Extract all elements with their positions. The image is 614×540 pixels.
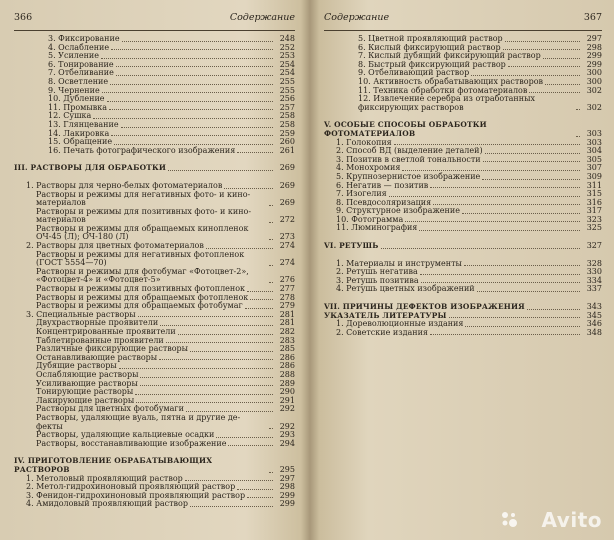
toc-leader-dots [250, 299, 273, 300]
toc-entry [324, 95, 602, 112]
toc-leader-dots [216, 437, 273, 438]
toc-page-number: 337 [586, 284, 602, 294]
toc-page-number: 302 [586, 85, 602, 95]
toc-page-number: 300 [586, 76, 602, 86]
toc-leader-dots [116, 66, 273, 67]
toc-page-number: 290 [279, 387, 295, 397]
toc-leader-dots [381, 248, 581, 249]
toc-leader-dots [140, 377, 273, 378]
toc-entry-title: 11. Промывка [48, 102, 108, 112]
toc-leader-dots [402, 170, 580, 171]
toc-leader-dots [136, 402, 273, 403]
toc-entry-title: Растворы и режимы для фотобумаг «Фотоцвет-2», «Фотоцвет-4» и «Фотоцвет-5» [36, 266, 249, 285]
toc-leader-dots [140, 385, 273, 386]
toc-entry-title: 6. Тонирование [48, 59, 114, 69]
toc-page-number: 303 [586, 128, 602, 138]
toc-page-number: 282 [279, 327, 295, 336]
toc-entry-title: 3. Фенидон-гидрохиноновый проявляющий раствор [26, 490, 246, 500]
toc-page-number: 276 [279, 275, 295, 285]
toc-leader-dots [269, 205, 273, 206]
toc-leader-dots [269, 222, 273, 223]
toc-entry-title: 6. Негатив — позитив [336, 180, 429, 190]
toc-entry-title: 16. Печать фотографического изображения [48, 145, 236, 155]
toc-leader-dots [237, 489, 273, 490]
toc-entry-title: Растворы и режимы для позитивных фото- и кино-материалов [36, 206, 252, 225]
toc-leader-dots [483, 161, 580, 162]
toc-leader-dots [471, 75, 580, 76]
toc-section-heading [324, 121, 602, 138]
toc-leader-dots [110, 84, 273, 85]
toc-entry-title: 2. Метол-гидрохиноновый проявляющий раствор [26, 482, 236, 492]
toc-page-number: 299 [279, 499, 295, 509]
toc-entry-title: 4. Монохромия [336, 163, 401, 173]
toc-entry-title: Растворы и режимы для негативных фото- и кино-материалов [36, 189, 251, 208]
toc-entry-title: Растворы для цветных фотобумаги [36, 404, 184, 414]
toc-entry-title: Растворы и режимы для обращаемых кинопленок ОЧ-45 (Л); ОЧ-180 (Л) [36, 223, 249, 242]
right-header [324, 10, 602, 31]
toc-page-number: 309 [586, 171, 602, 181]
toc-entry-title: III. РАСТВОРЫ ДЛЯ ОБРАБОТКИ [14, 163, 167, 173]
toc-page-number: 298 [279, 482, 295, 492]
toc-page-number: 274 [279, 241, 295, 251]
toc-page-number: 252 [279, 42, 295, 52]
toc-entry-title: 15. Обращение [48, 137, 113, 147]
toc-page-number: 330 [586, 267, 602, 277]
toc-leader-dots [206, 248, 273, 249]
toc-leader-dots [160, 325, 273, 326]
toc-entry [14, 208, 295, 225]
toc-entry-title: Растворы, удаляющие вуаль, пятна и другие де-фекты [36, 412, 241, 431]
toc-entry-title: 1. Дореволюционные издания [336, 319, 464, 329]
toc-leader-dots [138, 316, 273, 317]
toc-entry-title: Тонирующие растворы [36, 387, 134, 397]
toc-entry-title: 8. Псевдосоляризация [336, 197, 432, 207]
toc-page-number: 269 [279, 163, 295, 173]
toc-leader-dots [159, 359, 273, 360]
toc-entry-title: 9. Отбеливающий раствор [358, 68, 470, 78]
toc-leader-dots [449, 317, 580, 318]
toc-leader-dots [116, 75, 273, 76]
toc-entry [14, 251, 295, 268]
toc-entry-title: Ослабляющие растворы [36, 369, 139, 379]
toc-entry-title: Усиливающие растворы [36, 378, 138, 388]
toc-page-number: 261 [279, 145, 295, 155]
toc-page-number: 295 [279, 464, 295, 474]
toc-entry-title: 1. Материалы и инструменты [336, 258, 462, 268]
right-page [310, 0, 614, 540]
toc-entry-title: 13. Глянцевание [48, 119, 119, 129]
toc-entry-title: 10. Активность обрабатывающих растворов [358, 76, 544, 86]
toc-leader-dots [405, 221, 580, 222]
left-page-number: 366 [14, 12, 33, 23]
toc-leader-dots [111, 135, 273, 136]
toc-page-number: 334 [586, 275, 602, 285]
toc-leader-dots [430, 334, 580, 335]
toc-entry-title: Растворы и режимы для позитивных фотопленок [36, 284, 246, 294]
toc-leader-dots [545, 84, 580, 85]
toc-entry-title: 5. Усиление [48, 51, 99, 61]
toc-section-heading [14, 164, 295, 173]
left-page [0, 0, 304, 540]
toc-entry-title: Останавливающие растворы [36, 352, 158, 362]
toc-page-number: 328 [586, 258, 602, 268]
toc-entry-title: 3. Позитив в светлой тональности [336, 154, 481, 164]
toc-page-number: 294 [279, 438, 295, 448]
toc-page-number: 291 [279, 395, 295, 405]
toc-leader-dots [576, 109, 580, 110]
toc-leader-dots [505, 41, 580, 42]
toc-leader-dots [168, 170, 273, 171]
toc-page-number: 260 [279, 137, 295, 147]
toc-page-number: 289 [279, 378, 295, 388]
toc-entry-title: 3. Фиксирование [48, 34, 120, 43]
toc-page-number: 255 [279, 76, 295, 86]
toc-entry [14, 191, 295, 208]
toc-entry-title: IV. ПРИГОТОВЛЕНИЕ ОБРАБАТЫВАЮЩИХ РАСТВОРОВ [14, 456, 213, 474]
toc-entry-title: 2. Советские издания [336, 327, 428, 337]
toc-entry-title: 10. Фотограмма [336, 214, 404, 224]
toc-leader-dots [269, 282, 273, 283]
left-toc [14, 35, 295, 509]
toc-entry-title: Концентрированные проявители [36, 327, 176, 336]
toc-page-number: 281 [279, 318, 295, 328]
toc-entry-title: 7. Изогелия [336, 189, 387, 199]
toc-entry [324, 285, 602, 294]
toc-entry-title: 8. Осветление [48, 76, 109, 86]
toc-page-number: 285 [279, 344, 295, 354]
toc-entry-title: УКАЗАТЕЛЬ ЛИТЕРАТУРЫ [324, 310, 447, 320]
toc-leader-dots [477, 291, 580, 292]
toc-leader-dots [419, 230, 580, 231]
toc-entry-title: 2. Растворы для цветных фотоматериалов [26, 241, 204, 251]
toc-entry-title: 10. Дубление [48, 94, 105, 104]
left-header [14, 10, 295, 31]
toc-entry [14, 225, 295, 242]
toc-leader-dots [237, 152, 273, 153]
toc-page-number: 299 [279, 490, 295, 500]
toc-entry-title: Таблетированные проявители [36, 335, 164, 345]
toc-leader-dots [111, 49, 273, 50]
toc-leader-dots [465, 326, 580, 327]
toc-page-number: 346 [586, 319, 602, 329]
toc-leader-dots [394, 144, 580, 145]
toc-entry-title: Растворы и режимы для негативных фотопленок (ГОСТ 5554—70) [36, 249, 245, 268]
toc-entry-title: Растворы, восстанавливающие изображение [36, 438, 227, 448]
toc-entry-title: 14. Лакировка [48, 128, 110, 138]
toc-leader-dots [121, 127, 273, 128]
toc-entry-title: Лакирующие растворы [36, 395, 135, 405]
toc-entry [14, 440, 295, 449]
toc-leader-dots [247, 497, 273, 498]
toc-section-heading [14, 457, 295, 474]
toc-entry-title: 4. Ослабление [48, 42, 110, 52]
toc-entry-title: 11. Люминография [336, 223, 418, 233]
toc-entry-title: Дубящие растворы [36, 361, 117, 371]
toc-entry-title: Различные фиксирующие растворы [36, 344, 189, 354]
toc-page-number: 316 [586, 197, 602, 207]
toc-page-number: 273 [279, 232, 295, 242]
toc-page-number: 256 [279, 94, 295, 104]
toc-section-heading [324, 242, 602, 251]
toc-page-number: 298 [586, 42, 602, 52]
toc-leader-dots [190, 506, 273, 507]
toc-page-number: 317 [586, 206, 602, 216]
toc-page-number: 325 [586, 223, 602, 233]
toc-page-number: 279 [279, 301, 295, 311]
toc-page-number: 254 [279, 68, 295, 78]
toc-leader-dots [482, 179, 580, 180]
toc-leader-dots [420, 274, 580, 275]
toc-leader-dots [543, 58, 580, 59]
toc-leader-dots [464, 265, 580, 266]
toc-entry-title: 1. Метоловый проявляющий раствор [26, 473, 183, 483]
toc-page-number: 281 [279, 309, 295, 319]
toc-entry-title: 6. Кислый фиксирующий раствор [358, 42, 501, 52]
toc-leader-dots [114, 144, 273, 145]
toc-leader-dots [527, 309, 580, 310]
toc-entry [14, 500, 295, 509]
toc-entry-title: 3. Ретушь позитива [336, 275, 419, 285]
toc-entry-title: 9. Структурное изображение [336, 206, 460, 216]
avito-watermark: Avito [541, 508, 602, 532]
toc-entry-title: VI. РЕТУШЬ [324, 241, 379, 251]
toc-entry-title: Растворы и режимы для обращаемых фотопленок [36, 292, 249, 302]
toc-leader-dots [228, 445, 273, 446]
toc-page-number: 258 [279, 111, 295, 121]
toc-entry-title: VII. ПРИЧИНЫ ДЕФЕКТОВ ИЗОБРАЖЕНИЯ [324, 302, 525, 312]
toc-page-number: 277 [279, 284, 295, 294]
toc-page-number: 259 [279, 128, 295, 138]
toc-page-number: 286 [279, 352, 295, 362]
avito-logo-icon [500, 510, 518, 528]
toc-page-number: 254 [279, 59, 295, 69]
toc-leader-dots [576, 136, 580, 137]
toc-page-number: 269 [279, 198, 295, 208]
toc-page-number: 297 [279, 473, 295, 483]
toc-page-number: 315 [586, 189, 602, 199]
toc-page-number: 300 [586, 68, 602, 78]
toc-entry-title: Растворы, удаляющие кальциевые осадки [36, 430, 215, 440]
right-toc [324, 35, 602, 337]
toc-leader-dots [166, 342, 273, 343]
toc-leader-dots [462, 213, 580, 214]
toc-entry-title: 4. Ретушь цветных изображений [336, 284, 475, 294]
toc-page-number: 255 [279, 85, 295, 95]
toc-entry [14, 147, 295, 156]
toc-entry-title: 12. Сушка [48, 111, 92, 121]
toc-leader-dots [245, 308, 273, 309]
toc-entry [14, 414, 295, 431]
toc-leader-dots [269, 265, 273, 266]
toc-leader-dots [178, 334, 273, 335]
toc-page-number: 297 [586, 34, 602, 43]
toc-entry-title: 7. Отбеливание [48, 68, 114, 78]
toc-leader-dots [529, 92, 580, 93]
toc-entry-title: 1. Голокопия [336, 137, 392, 147]
toc-page-number: 293 [279, 430, 295, 440]
toc-page-number: 257 [279, 102, 295, 112]
toc-entry-title: Растворы и режимы для обращаемых фотобумаг [36, 301, 243, 311]
toc-page-number: 292 [279, 421, 295, 431]
toc-page-number: 311 [586, 180, 602, 190]
toc-leader-dots [485, 153, 580, 154]
toc-leader-dots [185, 480, 273, 481]
toc-page-number: 253 [279, 51, 295, 61]
toc-page-number: 299 [586, 51, 602, 61]
toc-page-number: 283 [279, 335, 295, 345]
toc-entry-title: 3. Специальные растворы [26, 309, 136, 319]
toc-page-number: 292 [279, 404, 295, 414]
toc-page-number: 327 [586, 241, 602, 251]
toc-entry-title: 1. Растворы для черно-белых фотоматериалов [26, 180, 223, 190]
toc-page-number: 304 [586, 146, 602, 156]
toc-leader-dots [101, 58, 273, 59]
toc-page-number: 269 [279, 180, 295, 190]
left-header-title: Содержание [229, 12, 295, 23]
toc-leader-dots [503, 49, 580, 50]
right-page-number: 367 [583, 12, 602, 23]
toc-page-number: 258 [279, 119, 295, 129]
toc-page-number: 345 [586, 310, 602, 320]
toc-leader-dots [269, 472, 273, 473]
toc-page-number: 288 [279, 369, 295, 379]
toc-page-number: 343 [586, 302, 602, 312]
toc-entry-title: 5. Цветной проявляющий раствор [358, 34, 503, 43]
toc-leader-dots [186, 411, 273, 412]
toc-page-number: 278 [279, 292, 295, 302]
right-header-title: Содержание [324, 12, 390, 23]
toc-leader-dots [421, 282, 580, 283]
toc-leader-dots [102, 92, 273, 93]
toc-page-number: 302 [586, 102, 602, 112]
toc-leader-dots [109, 109, 273, 110]
toc-leader-dots [190, 351, 273, 352]
toc-leader-dots [269, 428, 273, 429]
toc-leader-dots [389, 196, 580, 197]
toc-entry-title: V. ОСОБЫЕ СПОСОБЫ ОБРАБОТКИ ФОТОМАТЕРИАЛОВ [324, 120, 487, 138]
toc-entry [324, 224, 602, 233]
toc-page-number: 248 [279, 34, 295, 43]
toc-leader-dots [269, 239, 273, 240]
toc-entry-title: 4. Амидоловый проявляющий раствор [26, 499, 188, 509]
toc-entry-title: 8. Быстрый фиксирующий раствор [358, 59, 506, 69]
toc-leader-dots [93, 118, 273, 119]
toc-leader-dots [122, 41, 273, 42]
toc-leader-dots [119, 368, 273, 369]
toc-entry-title: 2. Способ ВД (выделение деталей) [336, 146, 483, 156]
toc-entry-title: 7. Кислый дубящий фиксирующий раствор [358, 51, 541, 61]
toc-page-number: 274 [279, 258, 295, 268]
toc-leader-dots [508, 66, 580, 67]
toc-leader-dots [107, 101, 273, 102]
toc-entry-title: 9. Чернение [48, 85, 100, 95]
toc-entry-title: 5. Крупнозернистое изображение [336, 171, 481, 181]
toc-entry [14, 268, 295, 285]
toc-page-number: 348 [586, 327, 602, 337]
toc-entry-title: Двухрастворные проявители [36, 318, 159, 328]
toc-entry [324, 329, 602, 338]
toc-page-number: 305 [586, 154, 602, 164]
toc-page-number: 323 [586, 214, 602, 224]
toc-leader-dots [433, 204, 580, 205]
toc-leader-dots [135, 394, 273, 395]
toc-entry-title: 2. Ретушь негатива [336, 267, 418, 277]
toc-page-number: 272 [279, 215, 295, 225]
toc-entry-title: 11. Техника обработки фотоматериалов [358, 85, 528, 95]
toc-page-number: 286 [279, 361, 295, 371]
toc-page-number: 307 [586, 163, 602, 173]
toc-leader-dots [247, 291, 273, 292]
toc-entry-title: 12. Извлечение серебра из отработанных фиксирующих растворов [358, 94, 535, 112]
toc-page-number: 303 [586, 137, 602, 147]
toc-leader-dots [224, 188, 273, 189]
toc-page-number: 299 [586, 59, 602, 69]
toc-leader-dots [430, 187, 580, 188]
